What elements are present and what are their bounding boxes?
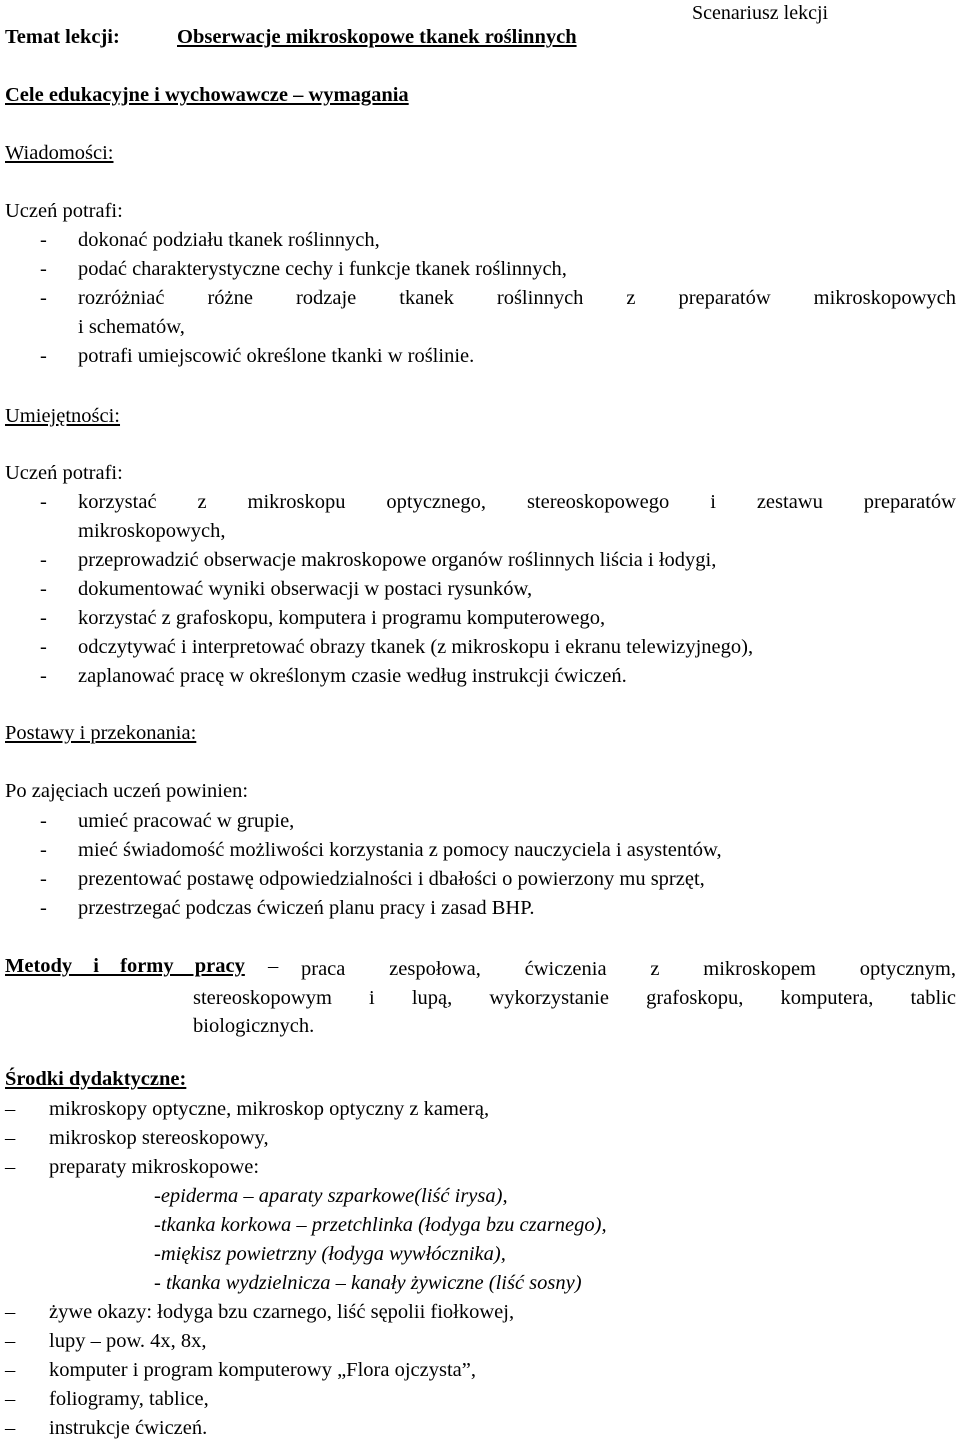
metody-dash: – <box>267 955 279 977</box>
list-item-continuation: i schematów, <box>78 316 185 338</box>
metody-text-line2: stereoskopowym i lupą, wykorzystanie grafoskopu, komputera, tablic <box>193 986 956 1009</box>
wiadomosci-intro: Uczeń potrafi: <box>5 200 123 222</box>
wiadomosci-heading: Wiadomości: <box>5 142 114 164</box>
sub-list-item: - tkanka wydzielnicza – kanały żywiczne (liść sosny) <box>154 1272 582 1294</box>
sub-list-item: -tkanka korkowa – przetchlinka (łodyga bzu czarnego), <box>154 1214 607 1236</box>
document-type-label: Scenariusz lekcji <box>692 2 829 24</box>
umiejetnosci-intro: Uczeń potrafi: <box>5 462 123 484</box>
list-item-text: korzystać z mikroskopu optycznego, stereoskopowego i zestawu preparatów <box>78 491 956 513</box>
list-item-continuation: mikroskopowych, <box>78 520 226 542</box>
umiejetnosci-heading: Umiejętności: <box>5 405 121 427</box>
srodki-heading: Środki dydaktyczne: <box>5 1068 187 1090</box>
metody-text-line3: biologicznych. <box>193 1015 315 1037</box>
goals-heading: Cele edukacyjne i wychowawcze – wymagania <box>5 84 409 106</box>
metody-heading: Metody i formy pracy <box>5 955 245 977</box>
sub-list-item: -epiderma – aparaty szparkowe(liść irysa), <box>154 1185 508 1207</box>
metody-text-line1: praca zespołowa, ćwiczenia z mikroskopem optycznym, <box>301 958 956 980</box>
topic-title: Obserwacje mikroskopowe tkanek roślinnych <box>177 26 577 48</box>
lesson-topic <box>5 26 577 49</box>
list-item-text: rozróżniać różne rodzaje tkanek roślinnych z preparatów mikroskopowych <box>78 287 956 309</box>
postawy-heading: Postawy i przekonania: <box>5 722 197 744</box>
sub-list-item: -miękisz powietrzny (łodyga wywłócznika), <box>154 1243 506 1265</box>
topic-label: Temat lekcji: <box>5 26 120 48</box>
postawy-intro: Po zajęciach uczeń powinien: <box>5 780 249 802</box>
